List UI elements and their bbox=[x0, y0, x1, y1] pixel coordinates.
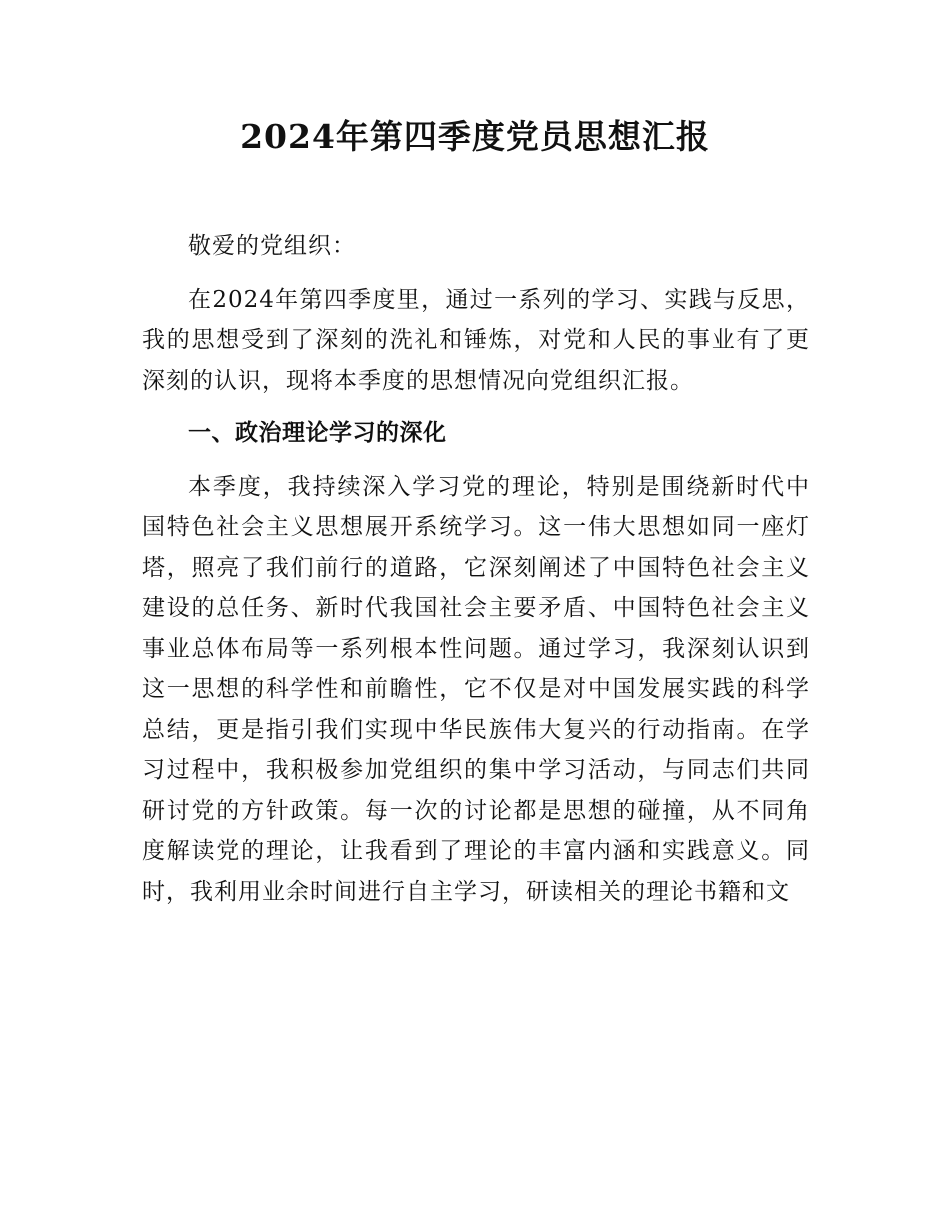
salutation: 敬爱的党组织： bbox=[188, 233, 356, 259]
document-body bbox=[142, 226, 810, 912]
document-title: 2024年第四季度党员思想汇报 bbox=[240, 117, 710, 156]
section-body-paragraph: 本季度，我持续深入学习党的理论，特别是围绕新时代中国特色社会主义思想展开系统学习。这一伟大思想如同一座灯塔，照亮了我们前行的道路，它深刻阐述了中国特色社会主义建设的总任务、新时代我国社会主要矛盾、中国特色社会主义事业总体布局等一系列根本性问题。通过学习，我深刻认识到这一思想的科学性和前瞻性，它不仅是对中国发展实践的科学总结，更是指引我们实现中华民族伟大复兴的行动指南。在学习过程中，我积极参加党组织的集中学习活动，与同志们共同研讨党的方针政策。每一次的讨论都是思想的碰撞，从不同角度解读党的理论，让我看到了理论的丰富内涵和实践意义。同时，我利用业余时间进行自主学习，研读相关的理论书籍和文 bbox=[142, 473, 810, 905]
intro-paragraph: 在2024年第四季度里，通过一系列的学习、实践与反思，我的思想受到了深刻的洗礼和锤炼，对党和人民的事业有了更深刻的认识，现将本季度的思想情况向党组织汇报。 bbox=[142, 286, 810, 394]
section-heading: 一、政治理论学习的深化 bbox=[188, 420, 447, 446]
